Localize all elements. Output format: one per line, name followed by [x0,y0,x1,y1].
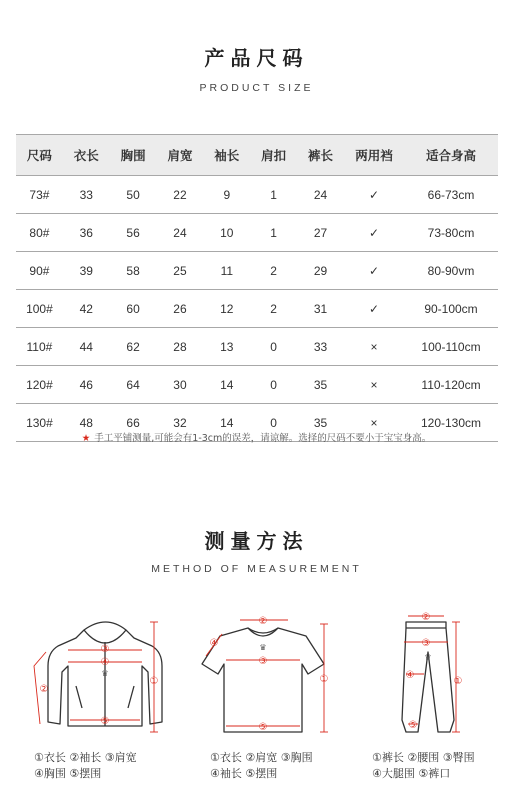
legend-line: ④胸围 ⑤摆围 [34,767,102,780]
table-cell: 110# [16,328,63,366]
col-header-pants-length: 裤长 [297,135,344,176]
table-cell: 22 [157,176,204,214]
table-cell: 42 [63,290,110,328]
table-cell: 26 [157,290,204,328]
table-cell: 58 [110,252,157,290]
legend-line: ①裤长 ②腰围 ③臀围 [372,751,475,764]
table-cell: 29 [297,252,344,290]
marker-label: ② [421,612,431,623]
marker-label: ① [149,676,159,687]
table-cell: 10 [203,214,250,252]
table-cell: 30 [157,366,204,404]
table-cell: 0 [250,404,297,442]
table-cell: 0 [250,366,297,404]
table-cell: 80-90vm [404,252,498,290]
col-header-height: 适合身高 [404,135,498,176]
marker-label: ① [319,674,329,685]
marker-label: ③ [258,656,268,667]
table-cell: 120-130cm [404,404,498,442]
table-cell: 1 [250,214,297,252]
table-row [16,290,498,328]
table-cell: 14 [203,366,250,404]
table-cell: 90-100cm [404,290,498,328]
pants-legend [372,750,475,782]
legend-line: ①衣长 ②肩宽 ③胸围 [210,751,313,764]
table-cell: 27 [297,214,344,252]
table-row [16,366,498,404]
size-note [0,430,513,444]
table-cell: 12 [203,290,250,328]
table-cell: 28 [157,328,204,366]
table-cell: 100# [16,290,63,328]
table-cell: 32 [157,404,204,442]
marker-label: ④ [405,670,415,681]
table-cell: 60 [110,290,157,328]
table-cell: 46 [63,366,110,404]
col-header-chest: 胸围 [110,135,157,176]
crown-icon: ♛ [424,653,432,662]
table-cell: 66-73cm [404,176,498,214]
table-cell: 64 [110,366,157,404]
marker-label: ⑤ [408,720,418,731]
crown-icon: ♛ [101,669,109,678]
product-size-title: 产品尺码 [204,46,309,70]
tshirt-legend [210,750,313,782]
marker-label: ④ [209,638,219,649]
table-cell: ✓ [344,290,404,328]
table-cell: 35 [297,366,344,404]
table-cell: 14 [203,404,250,442]
marker-label: ④ [100,657,110,668]
product-size-subtitle: PRODUCT SIZE [199,82,314,94]
table-cell: 35 [297,404,344,442]
col-header-dual-crotch: 两用裆 [344,135,404,176]
marker-label: ② [39,684,49,695]
table-cell: 2 [250,252,297,290]
table-cell: 0 [250,328,297,366]
table-cell: 50 [110,176,157,214]
table-cell: 36 [63,214,110,252]
table-cell: 31 [297,290,344,328]
measurement-title: 测量方法 [204,529,309,553]
table-cell: 73-80cm [404,214,498,252]
table-cell: 120# [16,366,63,404]
table-row [16,328,498,366]
table-row [16,252,498,290]
table-cell: 25 [157,252,204,290]
table-cell: 2 [250,290,297,328]
col-header-shoulder: 肩宽 [157,135,204,176]
table-cell: 1 [250,176,297,214]
table-cell: 56 [110,214,157,252]
table-row [16,214,498,252]
col-header-sleeve: 袖长 [203,135,250,176]
table-cell: × [344,366,404,404]
crown-icon: ♛ [259,643,267,652]
table-cell: 11 [203,252,250,290]
table-cell: × [344,328,404,366]
col-header-buttons: 肩扣 [250,135,297,176]
table-cell: 39 [63,252,110,290]
table-cell: ✓ [344,176,404,214]
table-cell: 9 [203,176,250,214]
pants-diagram [388,612,468,738]
table-cell: × [344,404,404,442]
table-cell: 130# [16,404,63,442]
legend-line: ④大腿围 ⑤裤口 [372,767,451,780]
hoodie-diagram [26,616,174,736]
table-cell: 48 [63,404,110,442]
table-cell: 66 [110,404,157,442]
size-table [16,134,498,442]
table-cell: 24 [297,176,344,214]
table-cell: 90# [16,252,63,290]
col-header-length: 衣长 [63,135,110,176]
star-icon: ★ [81,433,91,444]
legend-line: ④袖长 ⑤摆围 [210,767,278,780]
table-row [16,176,498,214]
table-cell: ✓ [344,214,404,252]
marker-label: ⑤ [258,722,268,733]
size-note-text: 手工平铺测量,可能会有1-3cm的误差，请谅解。选择的尺码不要小于宝宝身高。 [94,433,432,444]
col-header-size: 尺码 [16,135,63,176]
table-cell: 33 [297,328,344,366]
table-cell: 44 [63,328,110,366]
table-cell: ✓ [344,252,404,290]
table-header-row [16,135,498,176]
table-cell: 62 [110,328,157,366]
table-cell: 100-110cm [404,328,498,366]
table-cell: 110-120cm [404,366,498,404]
hoodie-legend [34,750,137,782]
table-cell: 24 [157,214,204,252]
table-cell: 13 [203,328,250,366]
measurement-subtitle: METHOD OF MEASUREMENT [151,563,362,575]
legend-line: ①衣长 ②袖长 ③肩宽 [34,751,137,764]
marker-label: ② [258,616,268,627]
marker-label: ③ [421,638,431,649]
tshirt-diagram [200,614,340,738]
table-cell: 80# [16,214,63,252]
marker-label: ③ [100,644,110,655]
table-cell: 33 [63,176,110,214]
marker-label: ⑤ [100,716,110,727]
marker-label: ① [453,676,463,687]
table-cell: 73# [16,176,63,214]
